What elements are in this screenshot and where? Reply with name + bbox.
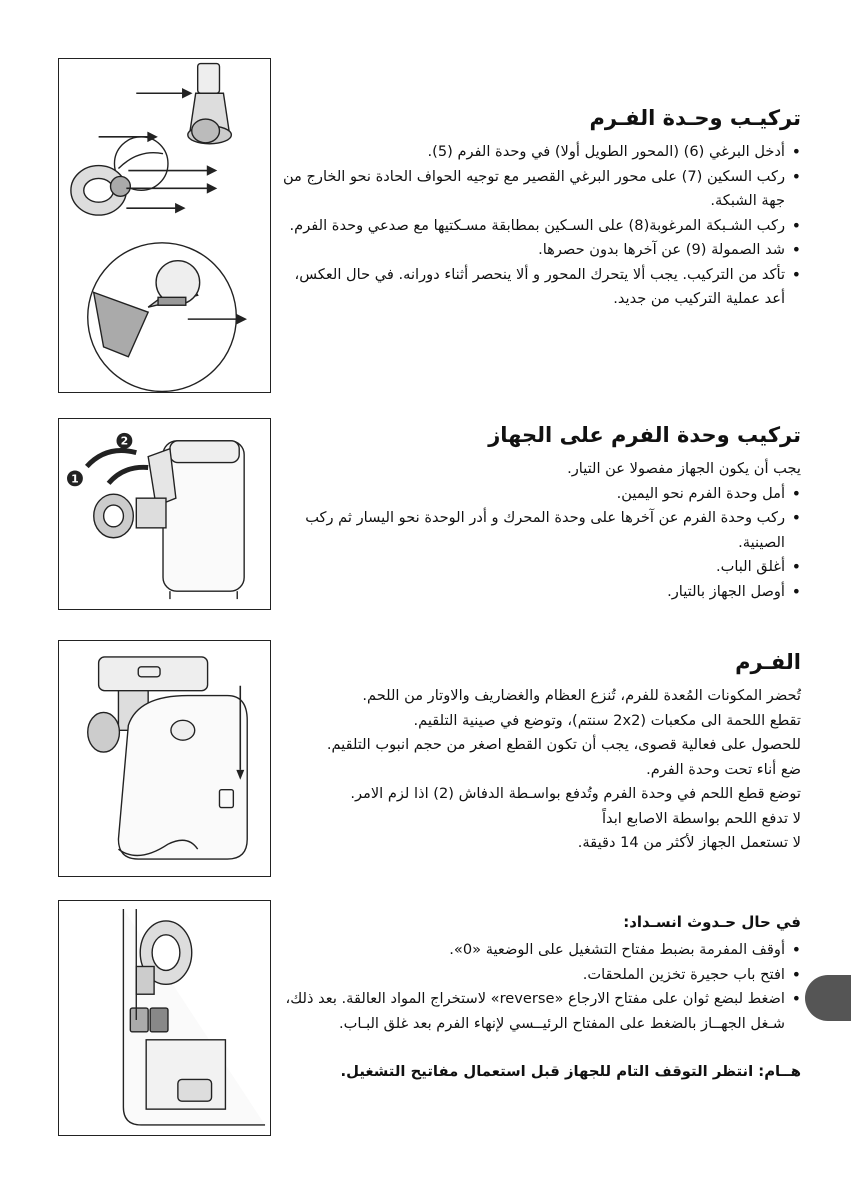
section-mounting-title: تركيب وحدة الفرم على الجهاز [488, 423, 801, 447]
page-edge-tab [805, 975, 851, 1021]
list-item: • أمل وحدة الفرم نحو اليمين. [281, 482, 801, 507]
section-assembly-title: تركيـب وحـدة الفـرم [589, 106, 801, 130]
mounting-diagram-panel [58, 418, 271, 610]
list-item: • أوصل الجهاز بالتيار. [281, 580, 801, 605]
list-item: • ركب وحدة الفرم عن آخرها على وحدة المحرك و أدر الوحدة نحو اليسار ثم ركب الصينية. [281, 506, 801, 555]
section-blockage-title: في حال حـدوث انسـداد: [623, 913, 801, 931]
list-item: • أغلق الباب. [281, 555, 801, 580]
list-item: • أوقف المفرمة بضبط مفتاح التشغيل على الوضعية «0». [281, 938, 801, 963]
important-note: هــام: انتظر التوقف التام للجهاز قبل استعمال مفاتيح التشغيل. [340, 1063, 801, 1080]
section-mounting [281, 421, 801, 604]
text-line: ضع أناء تحت وحدة الفرم. [646, 760, 801, 778]
assembly-diagram [59, 59, 270, 392]
text-line: تقطع اللحمة الى مكعبات (2x2 سنتم)، وتوضع في صينية التلقيم. [413, 711, 801, 729]
section-assembly [281, 104, 801, 312]
section-mincing-title: الفـرم [735, 650, 801, 674]
list-item: • ركب السكين (7) على محور البرغي القصير مع توجيه الحواف الحادة نحو الخارج من جهة الشبكة. [281, 165, 801, 214]
text-line: لا تدفع اللحم بواسطة الاصابع ابداً [601, 809, 801, 827]
text-line: تُحضر المكونات المُعدة للفرم، تُنزع العظام والغضاريف والاوتار من اللحم. [362, 687, 801, 704]
reverse-diagram [59, 901, 270, 1135]
assembly-diagram-panel [58, 58, 271, 393]
text-line: توضع قطع اللحم في وحدة الفرم وتُدفع بواسـطة الدفاش (2) اذا لزم الامر. [350, 785, 801, 802]
mincing-diagram [59, 641, 270, 876]
step-1-label: 1 [71, 472, 79, 486]
section-mincing [281, 648, 801, 856]
text-line: لا تستعمل الجهاز لأكثر من 14 دقيقة. [577, 834, 801, 851]
list-item: • شد الصمولة (9) عن آخرها بدون حصرها. [281, 238, 801, 263]
list-item: • أدخل البرغي (6) (المحور الطويل أولا) في وحدة الفرم (5). [281, 140, 801, 165]
list-item: • افتح باب حجيرة تخزين الملحقات. [281, 963, 801, 988]
text-line: للحصول على فعالية قصوى، يجب أن تكون القطع اصغر من حجم انبوب التلقيم. [326, 736, 801, 753]
list-item: • اضغط لبضع ثوان على مفتاح الارجاع «reverse» لاستخراج المواد العالقة. بعد ذلك، شـغل الجهــاز بالضغط على المفتاح الرئيــسي لإنهاء الفرم بعد غلق البـاب. [281, 987, 801, 1036]
mounting-diagram [59, 419, 270, 609]
section-mounting-list [281, 482, 801, 605]
step-2-label: 2 [120, 434, 129, 448]
list-item: • تأكد من التركيب. يجب ألا يتحرك المحور و ألا ينحصر أثناء دورانه. في حال العكس، أعد عملية التركيب من جديد. [281, 263, 801, 312]
list-item: • ركب الشـبكة المرغوبة(8) على السـكين بمطابقة مسـكتيها مع صدعي وحدة الفرم. [281, 214, 801, 239]
reverse-diagram-panel [58, 900, 271, 1136]
mincing-diagram-panel [58, 640, 271, 877]
section-blockage-list [281, 938, 801, 1036]
section-blockage [281, 910, 801, 1084]
section-assembly-list [281, 140, 801, 312]
section-mounting-intro: يجب أن يكون الجهاز مفصولا عن التيار. [567, 460, 801, 477]
